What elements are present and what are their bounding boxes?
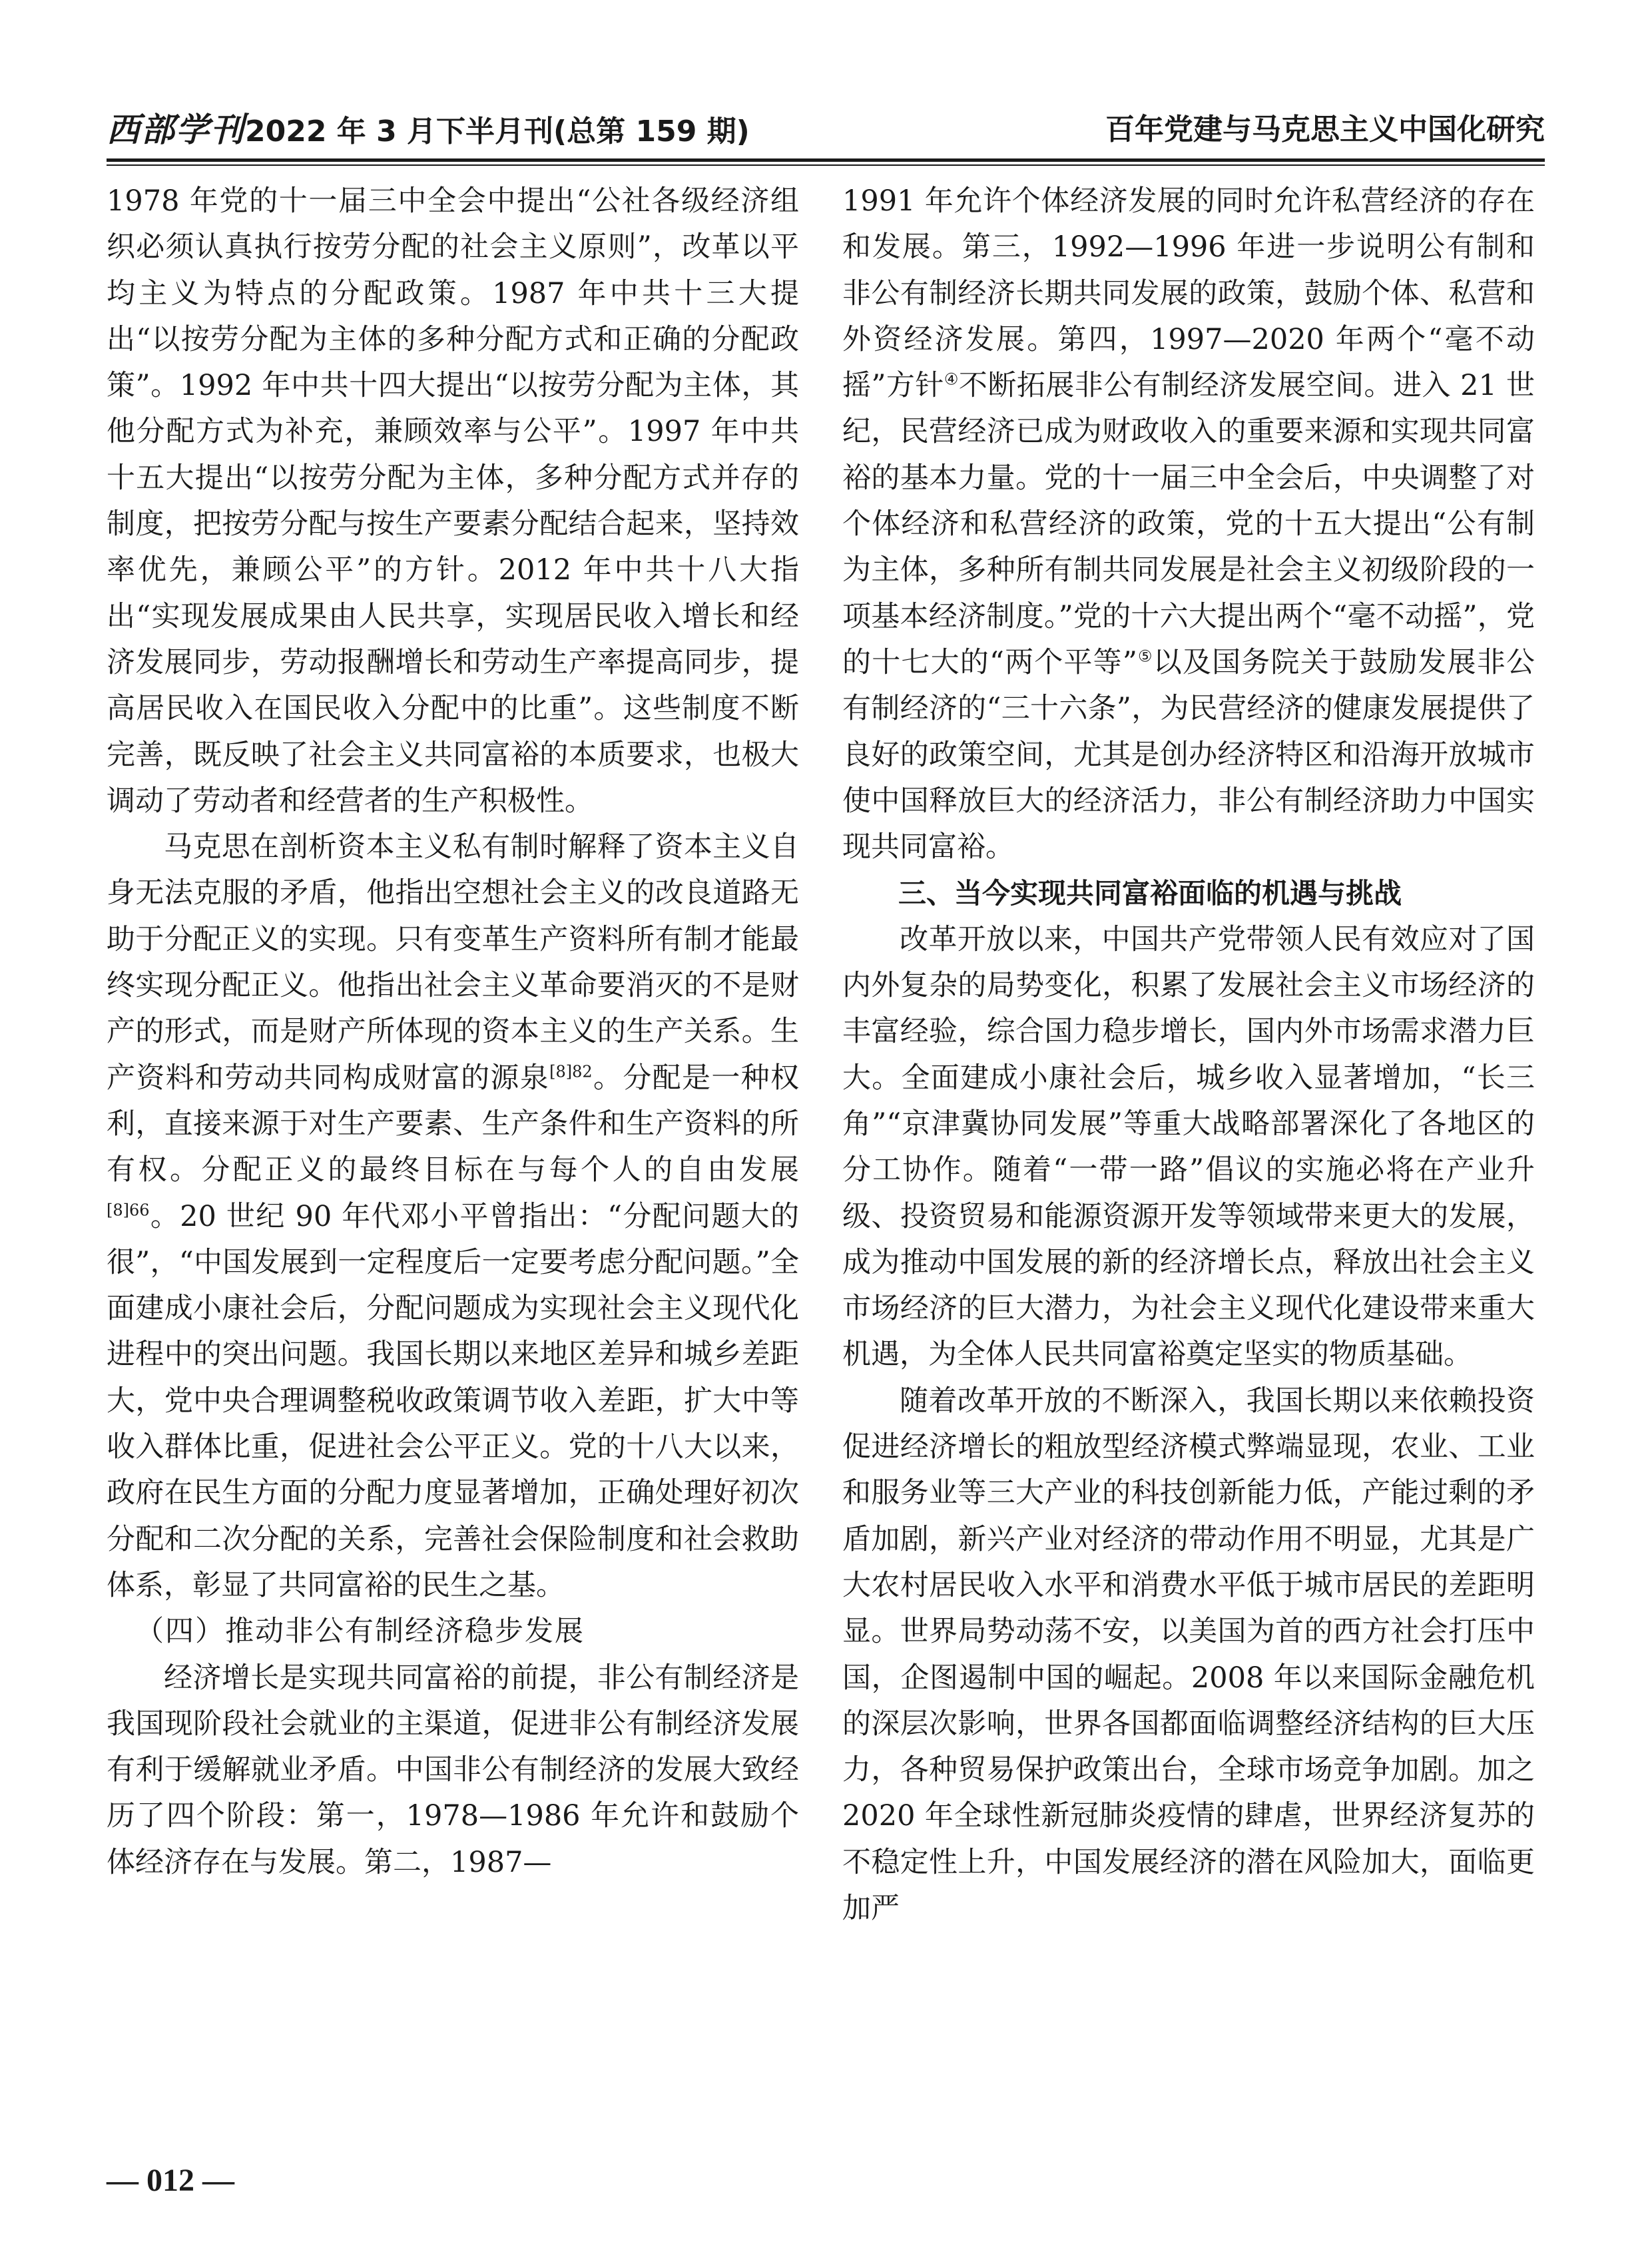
footnote-mark: ⑤: [1137, 647, 1153, 666]
right-column: [842, 178, 1535, 1932]
paragraph: 经济增长是实现共同富裕的前提，非公有制经济是我国现阶段社会就业的主渠道，促进非公有制经济发展有利于缓解就业矛盾。中国非公有制经济的发展大致经历了四个阶段：第一，1978—1986 年允许和鼓励个体经济存在与发展。第二，1987—: [107, 1661, 799, 1879]
header-rule: [107, 158, 1545, 166]
issue-info: 2022 年 3 月下半月刊(总第 159 期): [245, 115, 750, 148]
left-column: [107, 178, 799, 1886]
page-number: — 012 —: [107, 2163, 234, 2198]
citation: [8]66: [107, 1201, 150, 1220]
running-header: [107, 110, 1545, 156]
paragraph: 1991 年允许个体经济发展的同时允许私营经济的存在和发展。第三，1992—1996 年进一步说明公有制和非公有制经济长期共同发展的政策，鼓励个体、私营和外资经济发展。第四，1997—2020 年两个“毫不动摇”方针④不断拓展非公有制经济发展空间。进入 21 世纪，民营经济已成为财政收入的重要来源和实现共同富裕的基本力量。党的十一届三中全会后，中央调整了对个体经济和私营经济的政策，党的十五大提出“公有制为主体，多种所有制共同发展是社会主义初级阶段的一项基本经济制度。”党的十六大提出两个“毫不动摇”，党的十七大的“两个平等”⑤以及国务院关于鼓励发展非公有制经济的“三十六条”，为民营经济的健康发展提供了良好的政策空间，尤其是创办经济特区和沿海开放城市使中国释放巨大的经济活力，非公有制经济助力中国实现共同富裕。: [842, 184, 1535, 864]
subsection-heading: （四）推动非公有制经济稳步发展: [135, 1615, 585, 1649]
footnote-mark: ④: [944, 370, 959, 389]
section-title: 百年党建与马克思主义中国化研究: [1105, 113, 1545, 146]
paragraph: 改革开放以来，中国共产党带领人民有效应对了国内外复杂的局势变化，积累了发展社会主义市场经济的丰富经验，综合国力稳步增长，国内外市场需求潜力巨大。全面建成小康社会后，城乡收入显著增加，“长三角”“京津冀协同发展”等重大战略部署深化了各地区的分工协作。随着“一带一路”倡议的实施必将在产业升级、投资贸易和能源资源开发等领域带来更大的发展，成为推动中国发展的新的经济增长点，释放出社会主义市场经济的巨大潜力，为社会主义现代化建设带来重大机遇，为全体人民共同富裕奠定坚实的物质基础。: [842, 922, 1535, 1372]
journal-issue-line: [107, 110, 750, 152]
citation: [8]82: [549, 1062, 593, 1081]
paragraph: 马克思在剖析资本主义私有制时解释了资本主义自身无法克服的矛盾，他指出空想社会主义的改良道路无助于分配正义的实现。只有变革生产资料所有制才能最终实现分配正义。他指出社会主义革命要消灭的不是财产的形式，而是财产所体现的资本主义的生产关系。生产资料和劳动共同构成财富的源泉$^{[8]82}$。分配是一种权利，直接来源于对生产要素、生产条件和生产资料的所有权。分配正义的最终目标在与每个人的自由发展$^{[8]66}$。20 世纪 90 年代邓小平曾指出：“分配问题大的很”，“中国发展到一定程度后一定要考虑分配问题。”全面建成小康社会后，分配问题成为实现社会主义现代化进程中的突出问题。我国长期以来地区差异和城乡差距大，党中央合理调整税收政策调节收入差距，扩大中等收入群体比重，促进社会公平正义。党的十八大以来，政府在民生方面的分配力度显著增加，正确处理好初次分配和二次分配的关系，完善社会保险制度和社会救助体系，彰显了共同富裕的民生之基。: [107, 830, 800, 1602]
paragraph: 1978 年党的十一届三中全会中提出“公社各级经济组织必须认真执行按劳分配的社会主义原则”，改革以平均主义为特点的分配政策。1987 年中共十三大提出“以按劳分配为主体的多种分配方式和正确的分配政策”。1992 年中共十四大提出“以按劳分配为主体，其他分配方式为补充，兼顾效率与公平”。1997 年中共十五大提出“以按劳分配为主体，多种分配方式并存的制度，把按劳分配与按生产要素分配结合起来，坚持效率优先，兼顾公平”的方针。2012 年中共十八大指出“实现发展成果由人民共享，实现居民收入增长和经济发展同步，劳动报酬增长和劳动生产率提高同步，提高居民收入在国民收入分配中的比重”。这些制度不断完善，既反映了社会主义共同富裕的本质要求，也极大调动了劳动者和经营者的生产积极性。: [107, 184, 799, 818]
journal-logo: 西部学刊: [107, 110, 245, 149]
section-heading: 三、当今实现共同富裕面临的机遇与挑战: [898, 877, 1402, 910]
paragraph: 随着改革开放的不断深入，我国长期以来依赖投资促进经济增长的粗放型经济模式弊端显现，农业、工业和服务业等三大产业的科技创新能力低，产能过剩的矛盾加剧，新兴产业对经济的带动作用不明显，尤其是广大农村居民收入水平和消费水平低于城市居民的差距明显。世界局势动荡不安，以美国为首的西方社会打压中国，企图遏制中国的崛起。2008 年以来国际金融危机的深层次影响，世界各国都面临调整经济结构的巨大压力，各种贸易保护政策出台，全球市场竞争加剧。加之 2020 年全球性新冠肺炎疫情的肆虐，世界经济复苏的不稳定性上升，中国发展经济的潜在风险加大，面临更加严: [842, 1384, 1535, 1925]
